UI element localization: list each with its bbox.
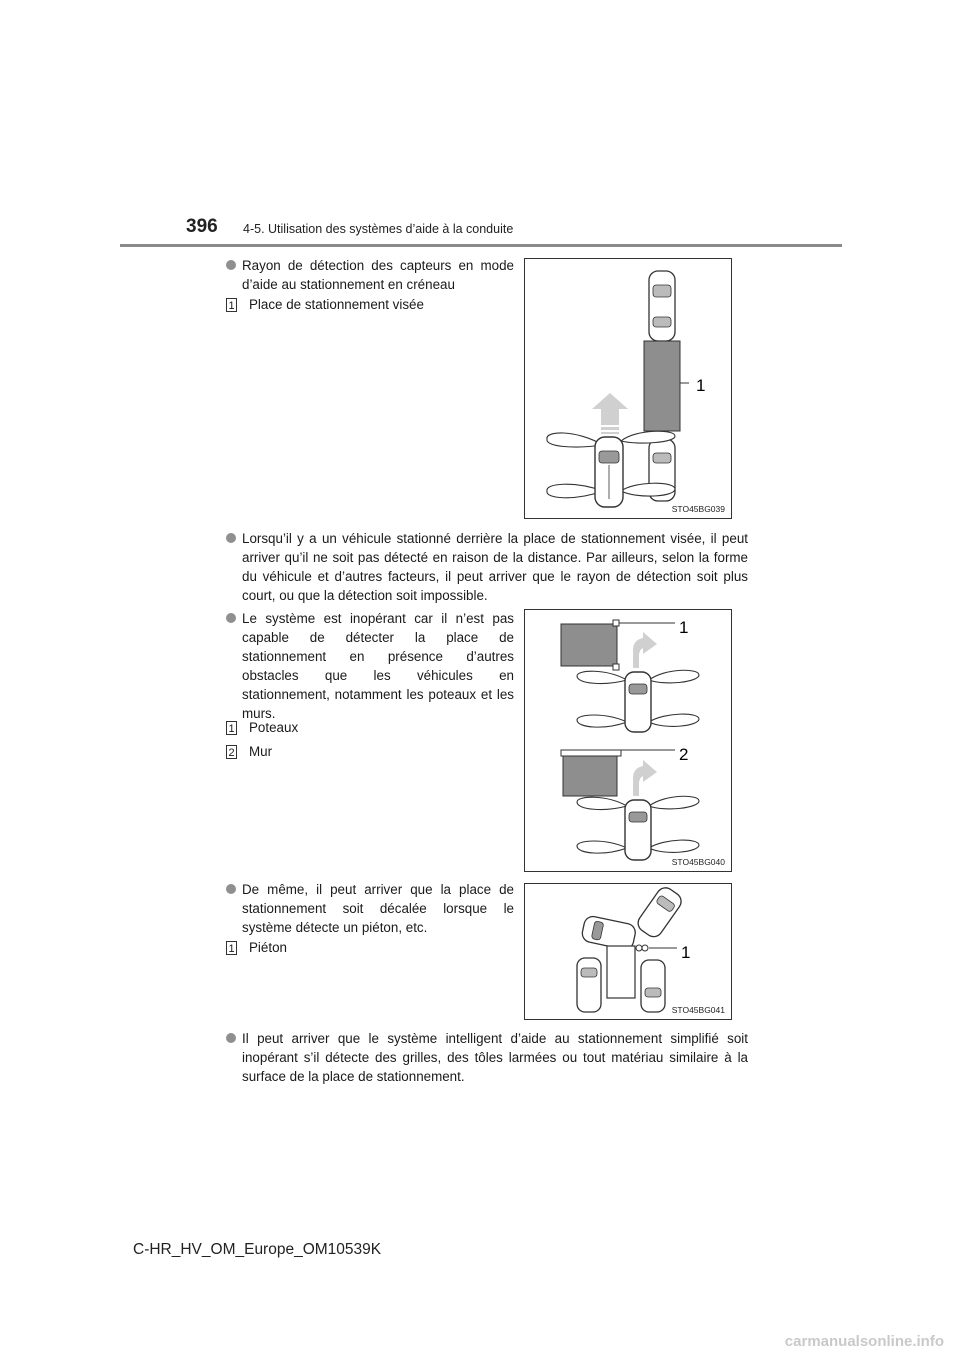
figure-code: STO45BG039 — [671, 504, 725, 514]
pole-icon — [613, 664, 619, 670]
target-space — [644, 341, 680, 431]
section-title: 4-5. Utilisation des systèmes d’aide à la conduite — [243, 222, 514, 236]
callout-number: 2 — [226, 745, 237, 759]
moving-car-icon — [635, 884, 685, 940]
parking-space — [561, 624, 617, 666]
direction-arrow-icon — [592, 393, 628, 434]
callout-legend — [226, 744, 272, 759]
parked-car-icon — [649, 271, 675, 341]
bullet-icon — [226, 613, 236, 623]
bullet-text: Lorsqu’il y a un véhicule stationné derrière la place de stationnement visée, il peut arriver qu’il ne soit pas détecté en raison de la distance. Par ailleurs, selon la forme du véhicule et d’autres facteurs, il peut arriver que le rayon de détection soit plus court, ou que la détection soit impossible. — [242, 531, 748, 603]
pole-icon — [613, 620, 619, 626]
bullet-icon — [226, 1033, 236, 1043]
turn-arrow-icon — [633, 760, 657, 796]
bullet-icon — [226, 884, 236, 894]
figure-code: STO45BG041 — [671, 1005, 725, 1015]
bullet-item-obstacles — [226, 609, 514, 723]
bullet-item-parked-vehicle — [226, 529, 748, 605]
callout-number: 1 — [226, 298, 237, 312]
parked-car-icon — [577, 958, 601, 1012]
bullet-item-detection-range — [226, 256, 514, 294]
figure-pedestrian — [524, 883, 732, 1020]
figure-marker: 2 — [679, 745, 689, 764]
figure-parking-space — [524, 258, 732, 519]
own-car-icon — [625, 672, 651, 732]
bullet-item-pedestrian — [226, 880, 514, 937]
parking-diagram — [525, 259, 731, 518]
callout-legend — [226, 940, 287, 955]
callout-number: 1 — [226, 721, 237, 735]
callout-label: Mur — [249, 744, 273, 759]
callout-label: Piéton — [249, 940, 287, 955]
figure-code: STO45BG040 — [671, 857, 725, 867]
callout-legend — [226, 720, 298, 735]
bullet-item-grilles — [226, 1029, 748, 1086]
own-car-icon — [595, 437, 623, 507]
page-number: 396 — [186, 216, 218, 237]
parking-space — [563, 756, 617, 796]
bullet-text: De même, il peut arriver que la place de stationnement soit décalée lorsque le système détecte un piéton, etc. — [242, 882, 514, 935]
pedestrian-icon — [636, 945, 648, 951]
figure-marker: 1 — [696, 376, 706, 395]
bullet-text: Le système est inopérant car il n’est pas capable de détecter la place de stationnement en présence d’autres obstacles que les véhicules en stationnement, notamment les poteaux et les murs. — [242, 611, 514, 721]
bullet-icon — [226, 260, 236, 270]
header-divider — [120, 244, 842, 247]
callout-label: Poteaux — [249, 720, 299, 735]
bullet-text: Rayon de détection des capteurs en mode d’aide au stationnement en créneau — [242, 258, 514, 292]
figure-marker: 1 — [679, 618, 689, 637]
callout-legend — [226, 297, 424, 312]
bullet-icon — [226, 533, 236, 543]
turn-arrow-icon — [633, 632, 657, 668]
callout-label: Place de stationnement visée — [249, 297, 424, 312]
watermark: carmanualsonline.info — [784, 1333, 944, 1350]
obstacles-diagram — [525, 610, 731, 871]
parked-car-icon — [641, 960, 665, 1012]
figure-marker: 1 — [681, 943, 691, 962]
document-id: C-HR_HV_OM_Europe_OM10539K — [133, 1241, 382, 1258]
pedestrian-diagram — [525, 884, 731, 1019]
own-car-icon — [625, 800, 651, 860]
bullet-text: Il peut arriver que le système intelligent d’aide au stationnement simplifié soit inopérant s’il détecte des grilles, des tôles larmées ou tout matériau similaire à la surface de la place de stationnement. — [242, 1031, 748, 1084]
callout-number: 1 — [226, 941, 237, 955]
figure-obstacles — [524, 609, 732, 872]
parking-space — [607, 946, 635, 998]
wall-icon — [561, 750, 621, 756]
